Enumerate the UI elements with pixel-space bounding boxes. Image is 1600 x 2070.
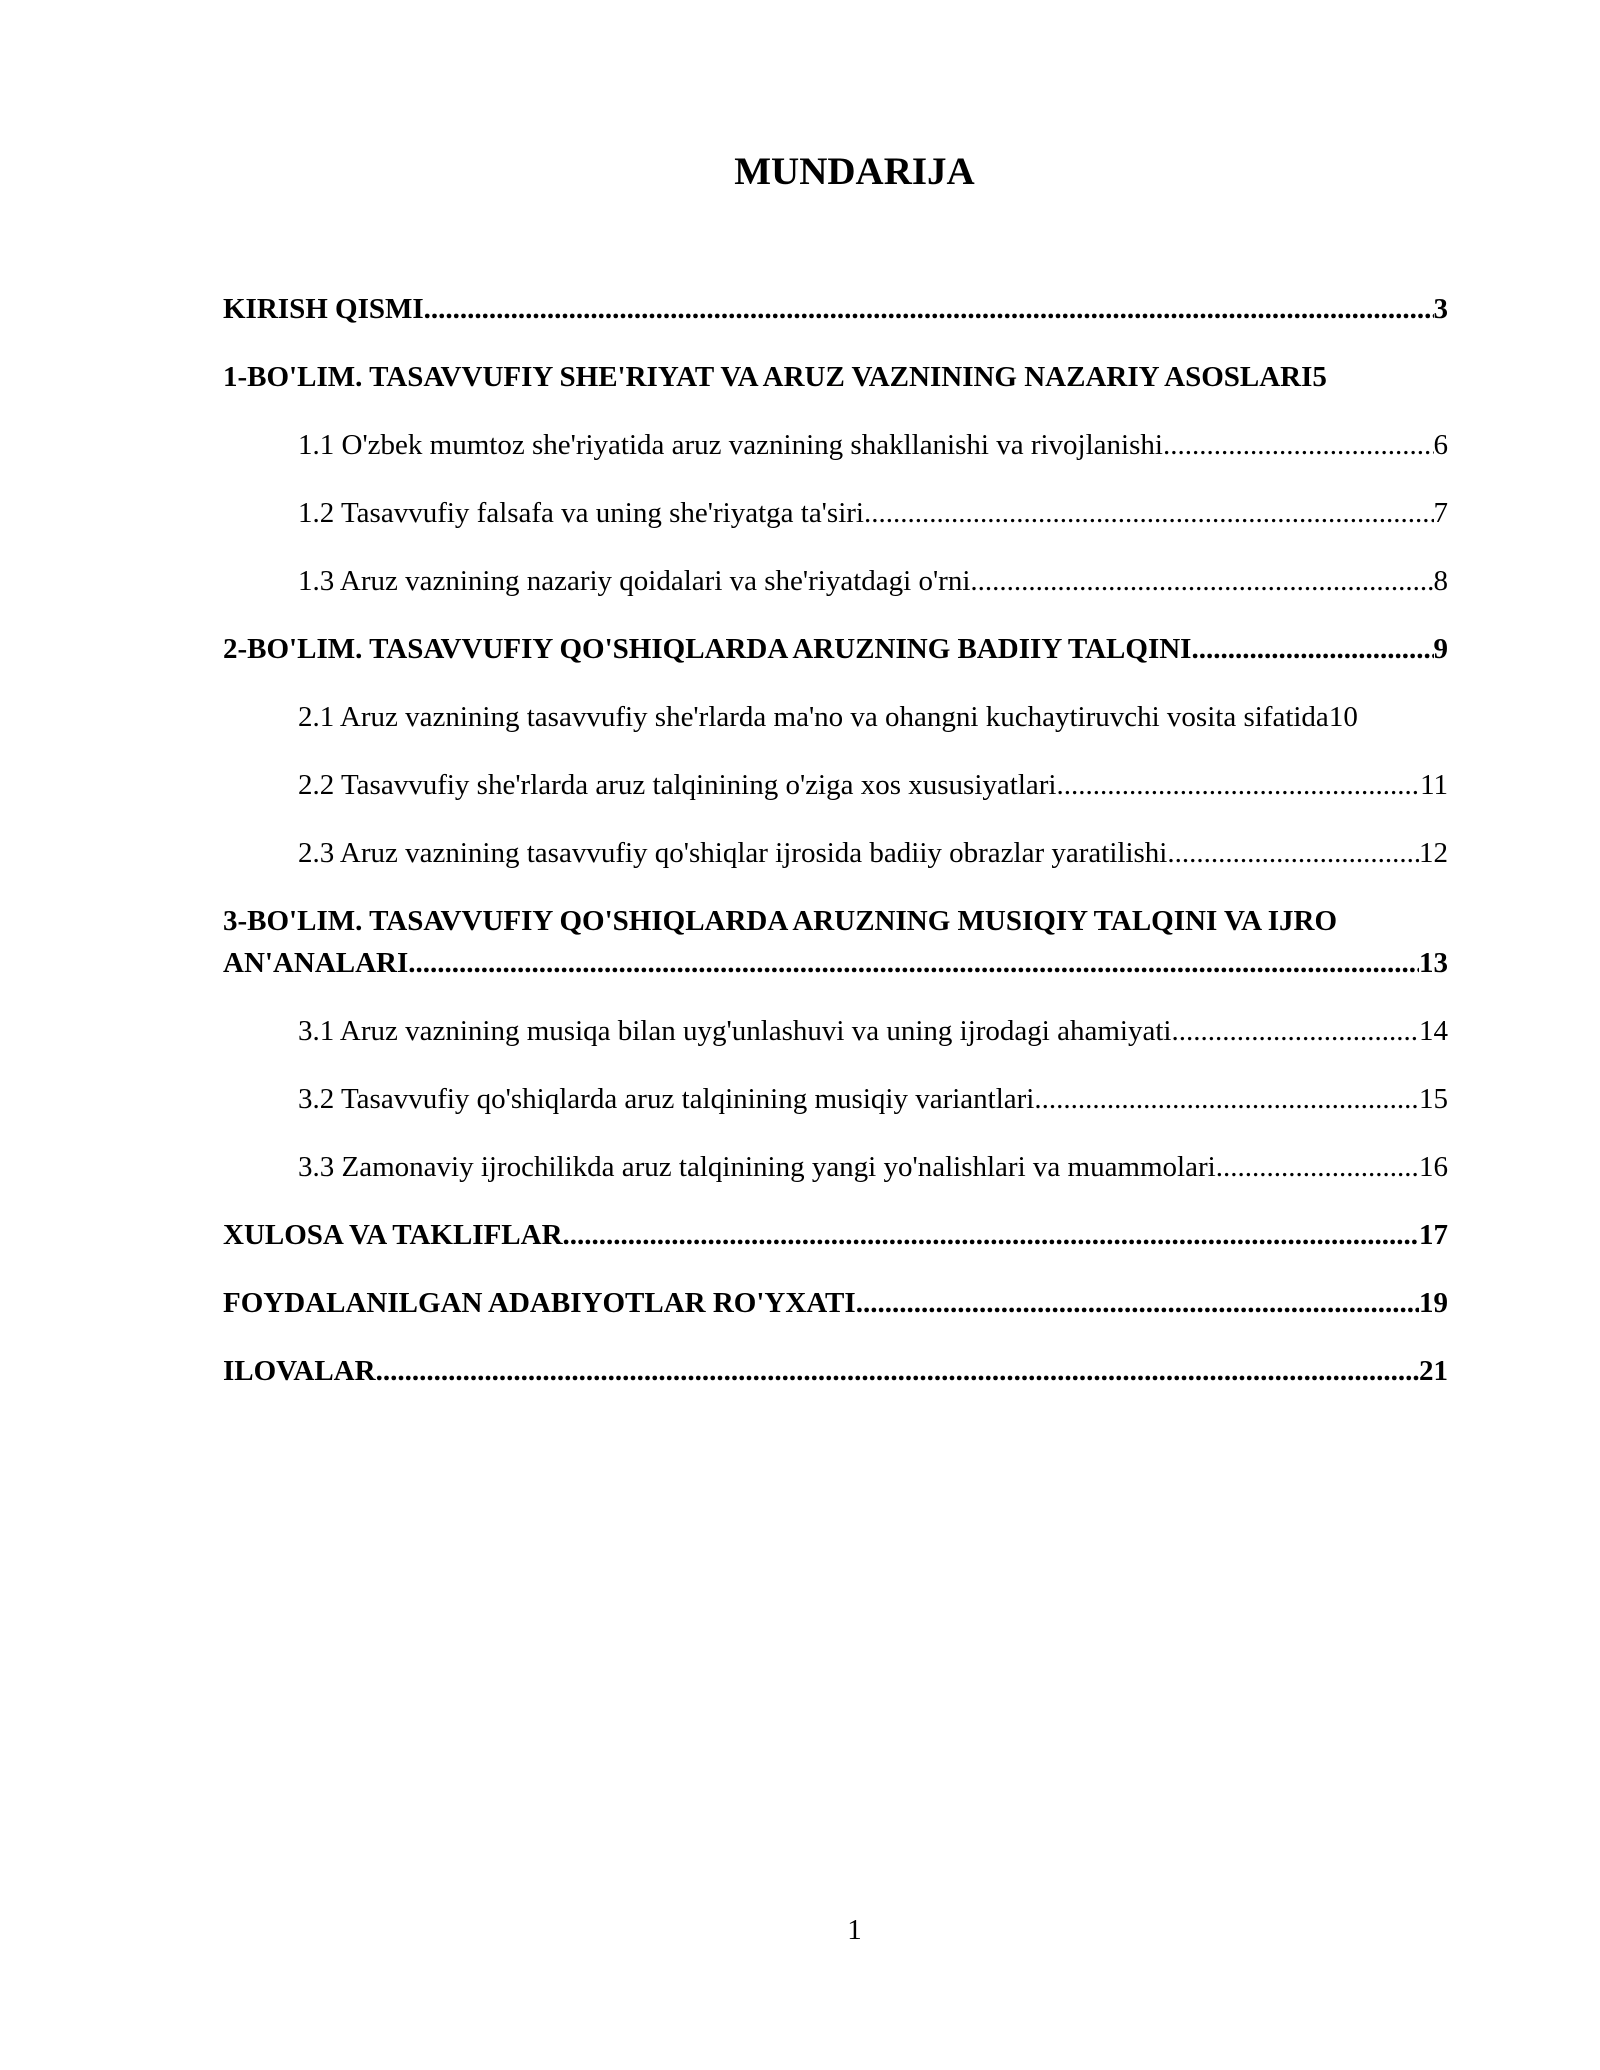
toc-page-number: 15	[1419, 1083, 1448, 1115]
toc-entry-section-3-2[interactable]	[223, 1078, 1448, 1120]
dot-leader	[1216, 1146, 1419, 1188]
toc-entry-section-2-2[interactable]	[223, 764, 1448, 806]
toc-page-number: 12	[1419, 837, 1448, 869]
toc-entry-title: 1.2 Tasavvufiy falsafa va uning she'riyatga ta'siri	[298, 497, 864, 529]
dot-leader	[1167, 832, 1419, 874]
toc-entry-section-1-2[interactable]	[223, 492, 1448, 534]
toc-page-number: 21	[1419, 1355, 1448, 1387]
dot-leader	[563, 1214, 1419, 1256]
toc-entry-appendices[interactable]	[223, 1350, 1448, 1392]
toc-entry-title: 2.3 Aruz vaznining tasavvufiy qo'shiqlar ijrosida badiiy obrazlar yaratilishi	[298, 837, 1168, 869]
toc-entry-section-3-1[interactable]	[223, 1010, 1448, 1052]
toc-entry-title: 3-BO'LIM. TASAVVUFIY QO'SHIQLARDA ARUZNING MUSIQIY TALQINI VA IJRO	[223, 905, 1338, 937]
toc-entry-title: ILOVALAR	[223, 1355, 376, 1387]
toc-entry-title: 3.3 Zamonaviy ijrochilikda aruz talqinining yangi yo'nalishlari va muammolari	[298, 1151, 1216, 1183]
dot-leader	[424, 288, 1434, 330]
toc-page-number: 8	[1433, 565, 1448, 597]
toc-entry-kirish[interactable]	[223, 288, 1448, 330]
toc-entry-title: 2.2 Tasavvufiy she'rlarda aruz talqinining o'ziga xos xususiyatlari	[298, 769, 1057, 801]
toc-page-number: 10	[1328, 701, 1358, 733]
dot-leader	[1191, 628, 1433, 670]
toc-page-number: 7	[1433, 497, 1448, 529]
toc-entry-chapter-1[interactable]	[223, 356, 1448, 398]
toc-entry-title: 1.1 O'zbek mumtoz she'riyatida aruz vaznining shakllanishi va rivojlanishi	[298, 429, 1163, 461]
toc-page-number: 13	[1419, 947, 1448, 979]
toc-page-number: 17	[1419, 1219, 1448, 1251]
dot-leader	[1056, 764, 1420, 806]
toc-entry-title-line2: AN'ANALARI	[223, 947, 409, 979]
toc-entry-title: 3.2 Tasavvufiy qo'shiqlarda aruz talqinining musiqiy variantlari	[298, 1083, 1035, 1115]
toc-entry-section-1-3[interactable]	[223, 560, 1448, 602]
dot-leader	[970, 560, 1433, 602]
toc-entry-title: 3.1 Aruz vaznining musiqa bilan uyg'unlashuvi va uning ijrodagi ahamiyati	[298, 1015, 1172, 1047]
toc-entry-section-2-1[interactable]	[223, 696, 1448, 738]
dot-leader	[856, 1282, 1419, 1324]
toc-entry-section-2-3[interactable]	[223, 832, 1448, 874]
toc-entry-title: 1.3 Aruz vaznining nazariy qoidalari va she'riyatdagi o'rni	[298, 565, 971, 597]
dot-leader	[1034, 1078, 1419, 1120]
toc-page-number: 14	[1419, 1015, 1448, 1047]
toc-page-number: 3	[1433, 293, 1448, 325]
toc-page-number: 5	[1312, 361, 1327, 393]
toc-entry-title: 2.1 Aruz vaznining tasavvufiy she'rlarda ma'no va ohangni kuchaytiruvchi vosita sifatida	[298, 701, 1329, 733]
toc-entry-title-continuation	[223, 942, 1448, 984]
dot-leader	[1171, 1010, 1419, 1052]
toc-entry-conclusion[interactable]	[223, 1214, 1448, 1256]
toc-entry-title: 2-BO'LIM. TASAVVUFIY QO'SHIQLARDA ARUZNING BADIIY TALQINI	[223, 633, 1192, 665]
page-title: MUNDARIJA	[734, 150, 975, 193]
dot-leader	[408, 942, 1419, 984]
dot-leader	[864, 492, 1434, 534]
page-number: 1	[847, 1914, 862, 1946]
toc-entry-chapter-3[interactable]	[223, 900, 1448, 984]
toc-entry-title: 1-BO'LIM. TASAVVUFIY SHE'RIYAT VA ARUZ VAZNINING NAZARIY ASOSLARI	[223, 361, 1313, 393]
toc-entry-title: FOYDALANILGAN ADABIYOTLAR RO'YXATI	[223, 1287, 856, 1319]
toc-entry-chapter-2[interactable]	[223, 628, 1448, 670]
toc-page-number: 11	[1420, 769, 1448, 801]
toc-page-number: 19	[1419, 1287, 1448, 1319]
toc-page-number: 6	[1433, 429, 1448, 461]
toc-page-number: 9	[1433, 633, 1448, 665]
dot-leader	[376, 1350, 1419, 1392]
toc-page-number: 16	[1419, 1151, 1448, 1183]
toc-entry-title: KIRISH QISMI	[223, 293, 424, 325]
table-of-contents	[223, 288, 1448, 1418]
toc-entry-title: XULOSA VA TAKLIFLAR	[223, 1219, 563, 1251]
toc-entry-section-3-3[interactable]	[223, 1146, 1448, 1188]
dot-leader	[1163, 424, 1434, 466]
toc-entry-references[interactable]	[223, 1282, 1448, 1324]
toc-entry-section-1-1[interactable]	[223, 424, 1448, 466]
